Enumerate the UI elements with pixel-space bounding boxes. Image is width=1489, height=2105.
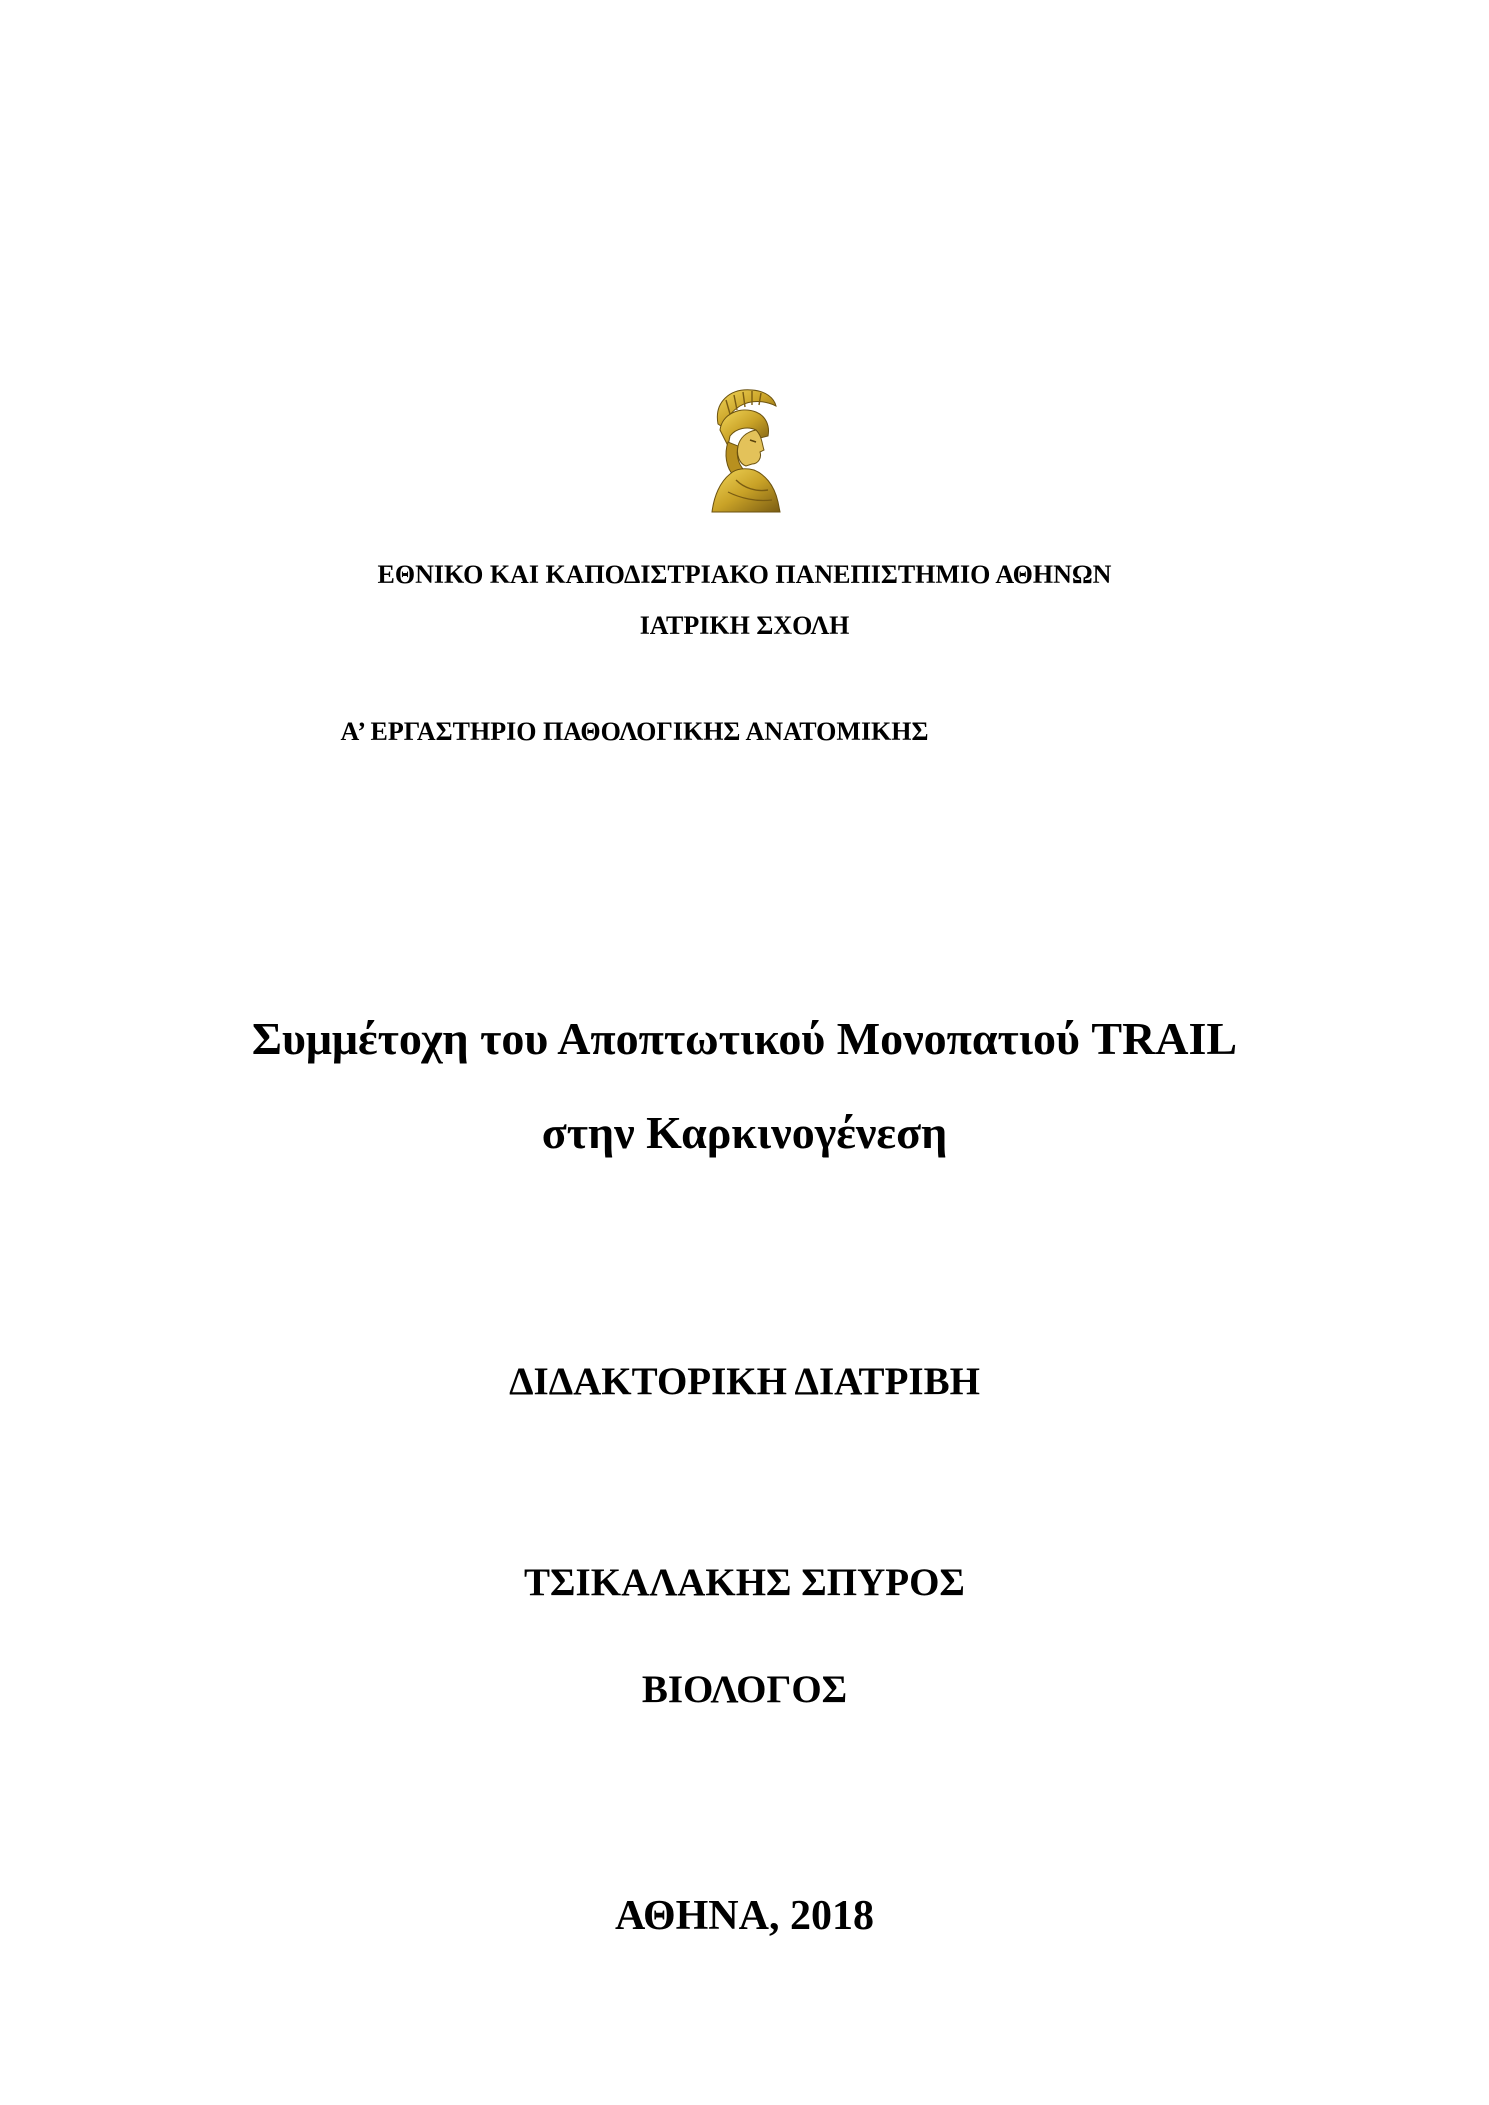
place-and-year: ΑΘΗΝΑ, 2018 [615, 1893, 874, 1939]
laboratory-name: Α’ ΕΡΓΑΣΤΗΡΙΟ ΠΑΘΟΛΟΓΙΚΗΣ ΑΝΑΤΟΜΙΚΗΣ [340, 717, 929, 746]
author-name: ΤΣΙΚΑΛΑΚΗΣ ΣΠΥΡΟΣ [524, 1561, 965, 1604]
thesis-title-line-2: στην Καρκινογένεση [541, 1107, 948, 1158]
thesis-title-line-1: Συμμέτοχη του Αποπτωτικού Μονοπατιού TRAIL [251, 1013, 1238, 1064]
university-name: ΕΘΝΙΚΟ ΚΑΙ ΚΑΠΟΔΙΣΤΡΙΑΚΟ ΠΑΝΕΠΙΣΤΗΜΙΟ ΑΘΗΝΩΝ [377, 560, 1112, 589]
athena-helmet-emblem-icon [700, 384, 790, 514]
author-profession: ΒΙΟΛΟΓΟΣ [641, 1668, 848, 1711]
document-type: ΔΙΔΑΚΤΟΡΙΚΗ ΔΙΑΤΡΙΒΗ [509, 1360, 980, 1403]
school-name: ΙΑΤΡΙΚΗ ΣΧΟΛΗ [639, 611, 850, 640]
